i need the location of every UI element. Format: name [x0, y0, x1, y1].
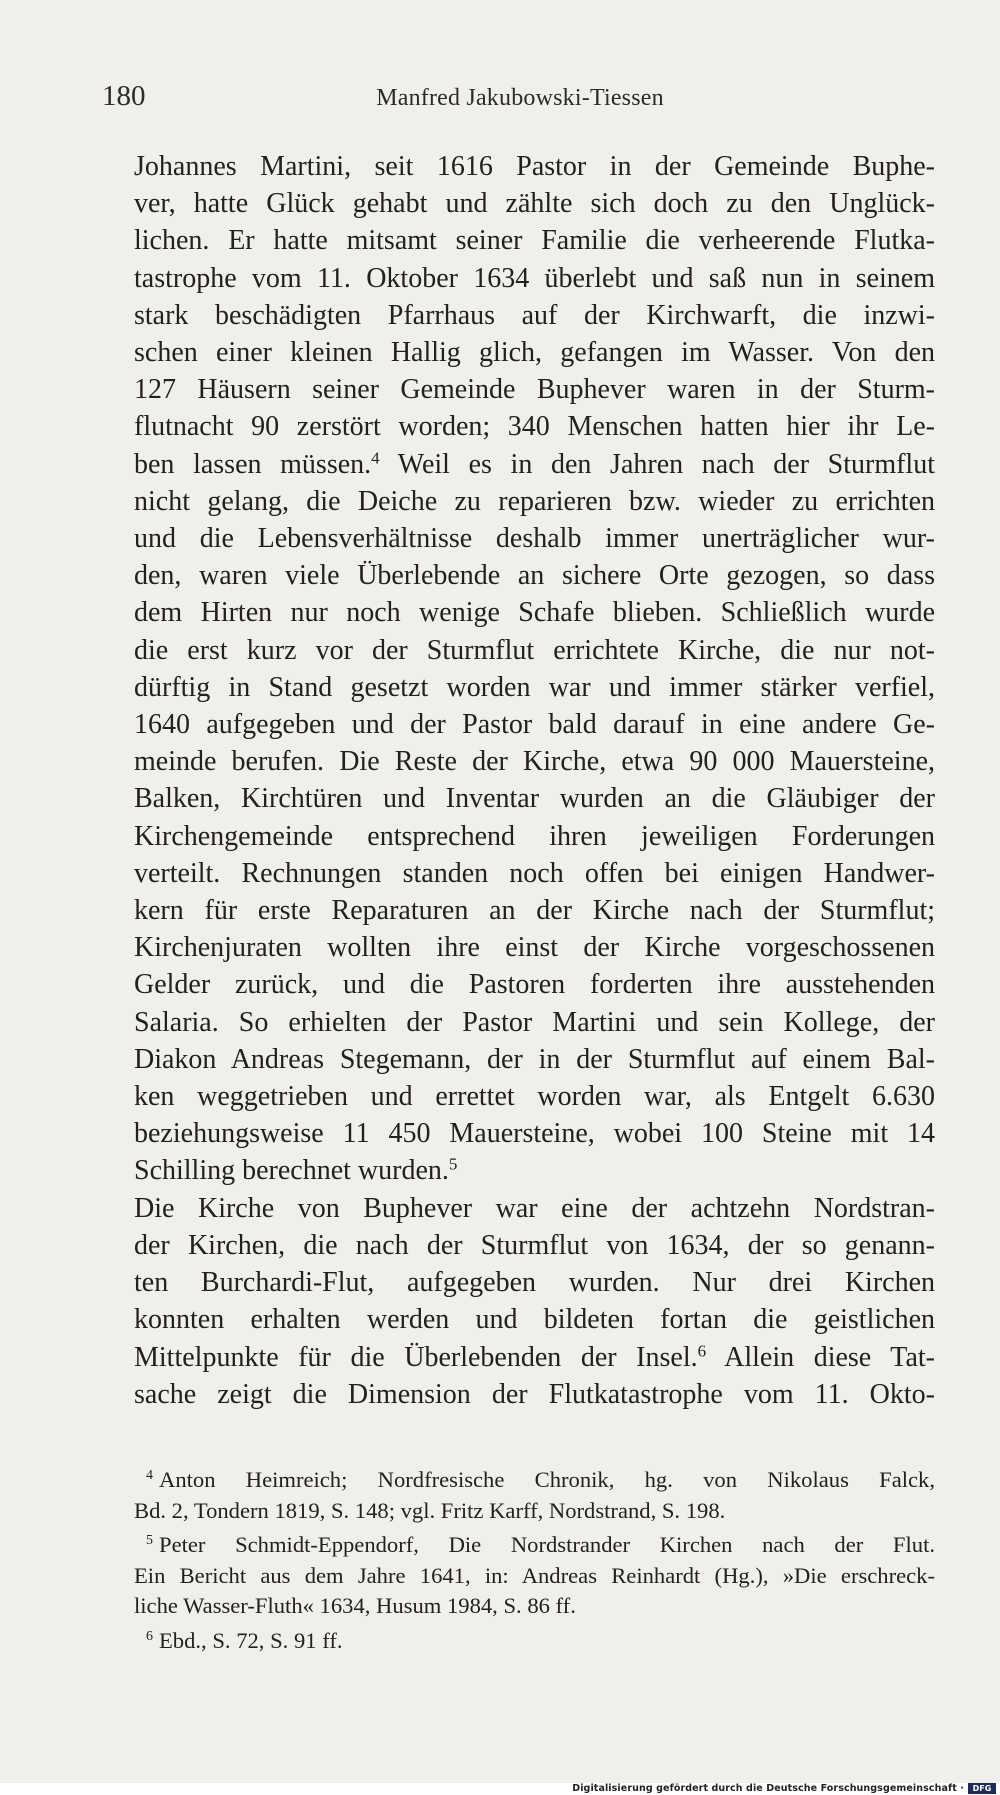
text-segment: Weil es in den Jahren nach der Sturmflut [397, 448, 935, 480]
text-line: Kirchengemeinde entsprechend ihren jeweiligen Forderungen [134, 820, 935, 852]
paragraph-2 [134, 1190, 935, 1413]
footnote-line: Ein Bericht aus dem Jahre 1641, in: Andreas Reinhardt (Hg.), »Die erschreck- [134, 1562, 935, 1588]
text-line: 127 Häusern seiner Gemeinde Buphever waren in der Sturm- [134, 374, 935, 406]
text-line: Johannes Martini, seit 1616 Pastor in der Gemeinde Buphe- [134, 151, 935, 182]
text-line: kern für erste Reparaturen an der Kirche nach der Sturmflut; [134, 895, 935, 927]
text-segment: Allein diese Tat- [724, 1341, 935, 1373]
page-header [102, 78, 938, 118]
footnote-line: liche Wasser-Fluth« 1634, Husum 1984, S. 86 ff. [134, 1593, 576, 1618]
text-line [134, 446, 935, 483]
text-line: dürftig in Stand gesetzt worden war und immer stärker verfiel, [134, 671, 935, 703]
text-segment: Anton Heimreich; Nordfresische Chronik, hg. von Nikolaus Falck, [159, 1467, 935, 1492]
text-segment: Ebd., S. 72, S. 91 ff. [159, 1627, 343, 1653]
text-line: sache zeigt die Dimension der Flutkatastrophe vom 11. Okto- [134, 1378, 935, 1410]
text-line: ten Burchardi-Flut, aufgegeben wurden. Nur drei Kirchen [134, 1267, 935, 1299]
digitization-credit-bar [0, 1783, 1000, 1795]
text-line: stark beschädigten Pfarrhaus auf der Kirchwarft, die inzwi- [134, 299, 935, 331]
text-line: verteilt. Rechnungen standen noch offen bei einigen Handwer- [134, 857, 935, 889]
dfg-logo-icon: DFG [968, 1783, 996, 1794]
footnote-number: 6 [146, 1628, 153, 1644]
text-line: Balken, Kirchtüren und Inventar wurden an die Gläubiger der [134, 783, 935, 815]
text-line: nicht gelang, die Deiche zu reparieren bzw. wieder zu errichten [134, 485, 935, 517]
text-line: schen einer kleinen Hallig glich, gefangen im Wasser. Von den [134, 337, 935, 369]
text-segment: Mittelpunkte für die Überlebenden der Insel. [134, 1341, 698, 1373]
footnote-ref-6[interactable]: 6 [697, 1341, 707, 1361]
body-text [134, 148, 935, 1413]
text-segment: Schilling berechnet wurden. [134, 1155, 449, 1187]
text-line [134, 1339, 935, 1376]
footnote-5 [134, 1530, 935, 1622]
text-line: tastrophe vom 11. Oktober 1634 überlebt und saß nun in seinem [134, 262, 935, 294]
footnote-line [134, 1530, 935, 1561]
footnote-ref-5[interactable]: 5 [448, 1155, 458, 1175]
footnote-ref-4[interactable]: 4 [371, 448, 380, 468]
footnote-line [134, 1626, 935, 1657]
footnote-6 [134, 1626, 935, 1657]
running-head: Manfred Jakubowski-Tiessen [376, 85, 664, 111]
text-line: meinde berufen. Die Reste der Kirche, etwa 90 000 Mauersteine, [134, 746, 935, 778]
text-line: Salaria. So erhielten der Pastor Martini und sein Kollege, der [134, 1006, 935, 1038]
text-line: Kirchenjuraten wollten ihre einst der Kirche vorgeschossenen [134, 932, 935, 964]
footnote-line [134, 1465, 935, 1496]
text-line: Gelder zurück, und die Pastoren forderten ihre ausstehenden [134, 969, 935, 1001]
text-line: flutnacht 90 zerstört worden; 340 Menschen hatten hier ihr Le- [134, 411, 935, 443]
text-line: der Kirchen, die nach der Sturmflut von 1634, der so genann- [134, 1229, 935, 1261]
footnote-number: 4 [146, 1468, 153, 1484]
paragraph-1 [134, 148, 935, 1190]
text-line: ver, hatte Glück gehabt und zählte sich doch zu den Unglück- [134, 188, 935, 220]
text-segment: ben lassen müssen. [134, 448, 372, 480]
text-line: 1640 aufgegeben und der Pastor bald darauf in eine andere Ge- [134, 709, 935, 741]
text-line: konnten erhalten werden und bildeten fortan die geistlichen [134, 1304, 935, 1336]
footnote-number: 5 [146, 1533, 153, 1549]
text-line: lichen. Er hatte mitsamt seiner Familie die verheerende Flutka- [134, 225, 935, 257]
footnotes [134, 1465, 935, 1660]
digitization-credit: Digitalisierung gefördert durch die Deutsche Forschungsgemeinschaft · [572, 1783, 964, 1794]
page-number: 180 [102, 80, 146, 112]
text-line: beziehungsweise 11 450 Mauersteine, wobei 100 Steine mit 14 [134, 1118, 935, 1150]
text-line [134, 1152, 935, 1189]
text-line: Die Kirche von Buphever war eine der achtzehn Nordstran- [134, 1192, 935, 1224]
text-line: die erst kurz vor der Sturmflut errichtete Kirche, die nur not- [134, 634, 935, 666]
text-line: Diakon Andreas Stegemann, der in der Sturmflut auf einem Bal- [134, 1043, 935, 1075]
footnote-line: Bd. 2, Tondern 1819, S. 148; vgl. Fritz Karff, Nordstrand, S. 198. [134, 1497, 726, 1523]
text-line: und die Lebensverhältnisse deshalb immer unerträglicher wur- [134, 523, 935, 555]
text-line: dem Hirten nur noch wenige Schafe blieben. Schließlich wurde [134, 597, 935, 629]
text-line: ken weggetrieben und errettet worden war, als Entgelt 6.630 [134, 1081, 935, 1113]
footnote-4 [134, 1465, 935, 1526]
text-line: den, waren viele Überlebende an sichere Orte gezogen, so dass [134, 560, 935, 592]
text-segment: Peter Schmidt-Eppendorf, Die Nordstrander Kirchen nach der Flut. [159, 1532, 935, 1557]
